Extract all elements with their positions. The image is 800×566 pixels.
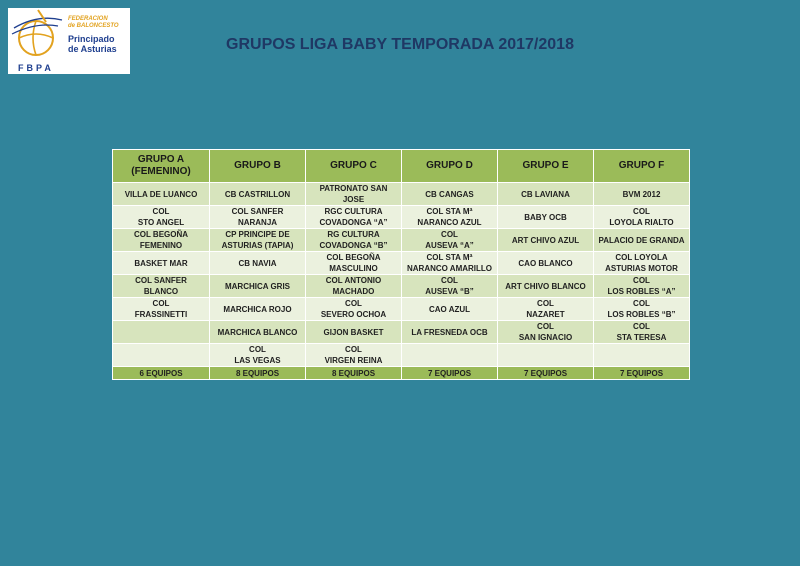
team-cell-group-f: [594, 344, 690, 367]
team-cell-group-f: COL LOS ROBLES “B”: [594, 298, 690, 321]
table-row: [113, 321, 690, 344]
team-count-group-f: 7 EQUIPOS: [594, 367, 690, 380]
team-cell-group-b: MARCHICA GRIS: [210, 275, 306, 298]
team-count-group-c: 8 EQUIPOS: [306, 367, 402, 380]
team-cell-group-c: COL BEGOÑA MASCULINO: [306, 252, 402, 275]
team-cell-group-f: PALACIO DE GRANDA: [594, 229, 690, 252]
team-cell-group-f: COL LOS ROBLES “A”: [594, 275, 690, 298]
groups-table: [112, 149, 690, 380]
team-cell-group-e: COL NAZARET: [498, 298, 594, 321]
team-cell-group-a: VILLA DE LUANCO: [113, 183, 210, 206]
team-cell-group-c: COL VIRGEN REINA: [306, 344, 402, 367]
group-header-b: GRUPO B: [210, 150, 306, 183]
team-cell-group-c: COL SEVERO OCHOA: [306, 298, 402, 321]
team-cell-group-d: [402, 344, 498, 367]
team-cell-group-d: CAO AZUL: [402, 298, 498, 321]
group-header-f: GRUPO F: [594, 150, 690, 183]
team-cell-group-f: COL LOYOLA ASTURIAS MOTOR: [594, 252, 690, 275]
team-cell-group-a: COL BEGOÑA FEMENINO: [113, 229, 210, 252]
group-header-e: GRUPO E: [498, 150, 594, 183]
table-row: [113, 229, 690, 252]
groups-table-body: [113, 150, 690, 380]
table-row: [113, 206, 690, 229]
team-cell-group-d: COL STA Mª NARANCO AZUL: [402, 206, 498, 229]
team-cell-group-a: BASKET MAR: [113, 252, 210, 275]
team-cell-group-e: BABY OCB: [498, 206, 594, 229]
team-cell-group-a: [113, 321, 210, 344]
team-cell-group-d: COL STA Mª NARANCO AMARILLO: [402, 252, 498, 275]
team-count-group-a: 6 EQUIPOS: [113, 367, 210, 380]
team-cell-group-b: COL SANFER NARANJA: [210, 206, 306, 229]
team-cell-group-a: COL SANFER BLANCO: [113, 275, 210, 298]
team-cell-group-e: ART CHIVO AZUL: [498, 229, 594, 252]
team-cell-group-d: COL AUSEVA “A”: [402, 229, 498, 252]
team-cell-group-b: COL LAS VEGAS: [210, 344, 306, 367]
team-cell-group-d: CB CANGAS: [402, 183, 498, 206]
team-cell-group-e: CB LAVIANA: [498, 183, 594, 206]
logo-region-text: Principado de Asturias: [68, 34, 117, 54]
table-row: [113, 252, 690, 275]
page-title: GRUPOS LIGA BABY TEMPORADA 2017/2018: [226, 36, 574, 53]
group-header-a: GRUPO A (FEMENINO): [113, 150, 210, 183]
team-cell-group-a: COL FRASSINETTI: [113, 298, 210, 321]
team-cell-group-b: MARCHICA BLANCO: [210, 321, 306, 344]
team-cell-group-d: LA FRESNEDA OCB: [402, 321, 498, 344]
team-cell-group-b: CB NAVIA: [210, 252, 306, 275]
group-header-d: GRUPO D: [402, 150, 498, 183]
team-cell-group-a: COL STO ANGEL: [113, 206, 210, 229]
team-cell-group-c: RGC CULTURA COVADONGA “A”: [306, 206, 402, 229]
team-cell-group-e: CAO BLANCO: [498, 252, 594, 275]
table-row: [113, 183, 690, 206]
logo-abbreviation: FBPA: [18, 63, 54, 73]
team-cell-group-e: ART CHIVO BLANCO: [498, 275, 594, 298]
team-cell-group-c: GIJON BASKET: [306, 321, 402, 344]
team-cell-group-c: COL ANTONIO MACHADO: [306, 275, 402, 298]
team-cell-group-f: COL STA TERESA: [594, 321, 690, 344]
team-cell-group-e: [498, 344, 594, 367]
team-cell-group-c: PATRONATO SAN JOSE: [306, 183, 402, 206]
team-cell-group-a: [113, 344, 210, 367]
header-row: [113, 150, 690, 183]
team-cell-group-d: COL AUSEVA “B”: [402, 275, 498, 298]
totals-row: [113, 367, 690, 380]
team-cell-group-f: COL LOYOLA RIALTO: [594, 206, 690, 229]
team-cell-group-c: RG CULTURA COVADONGA “B”: [306, 229, 402, 252]
team-cell-group-f: BVM 2012: [594, 183, 690, 206]
team-count-group-b: 8 EQUIPOS: [210, 367, 306, 380]
group-header-c: GRUPO C: [306, 150, 402, 183]
team-cell-group-b: MARCHICA ROJO: [210, 298, 306, 321]
table-row: [113, 344, 690, 367]
table-row: [113, 275, 690, 298]
logo-federation-text: FEDERACION de BALONCESTO: [68, 16, 119, 29]
team-cell-group-b: CP PRINCIPE DE ASTURIAS (TAPIA): [210, 229, 306, 252]
table-row: [113, 298, 690, 321]
team-cell-group-e: COL SAN IGNACIO: [498, 321, 594, 344]
team-count-group-e: 7 EQUIPOS: [498, 367, 594, 380]
team-cell-group-b: CB CASTRILLON: [210, 183, 306, 206]
team-count-group-d: 7 EQUIPOS: [402, 367, 498, 380]
